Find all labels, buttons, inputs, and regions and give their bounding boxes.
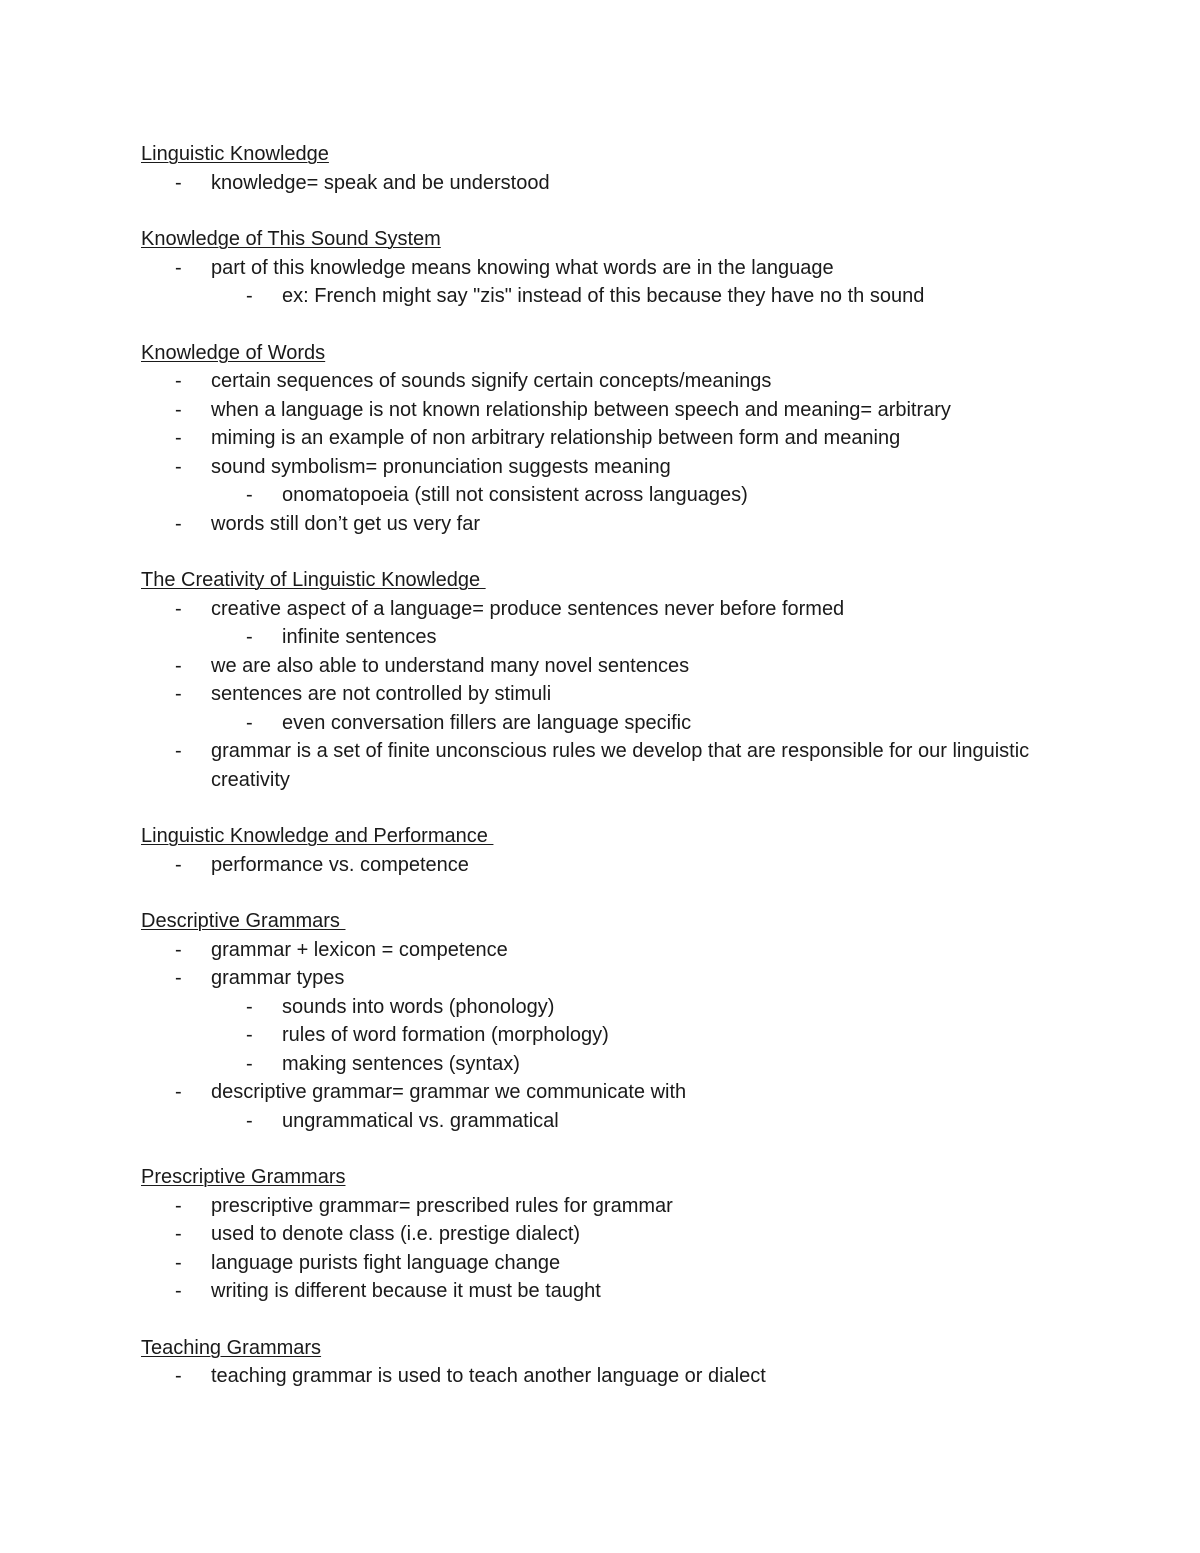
bullet-text: language purists fight language change (211, 1251, 561, 1274)
dash-bullet-icon: - (175, 455, 182, 478)
bullet-text: teaching grammar is used to teach another language or dialect (211, 1365, 766, 1387)
bullet-text: writing is different because it must be taught (211, 1280, 601, 1302)
dash-bullet-icon: - (175, 398, 182, 421)
dash-bullet-icon: - (175, 853, 182, 876)
dash-bullet-icon: - (175, 1251, 182, 1274)
bullet-text: rules of word formation (morphology) (282, 1024, 609, 1046)
bullet-text: prescriptive grammar= prescribed rules for grammar (211, 1194, 673, 1217)
notes-section (141, 339, 1041, 539)
dash-bullet-icon: - (246, 1052, 253, 1075)
bullet-text: part of this knowledge means knowing what words are in the language (211, 256, 834, 279)
bullet-item (141, 964, 1041, 993)
dash-bullet-icon: - (175, 654, 182, 677)
sub-bullet-item (141, 623, 1041, 652)
section-heading: Prescriptive Grammars (141, 1166, 346, 1188)
sub-bullet-item (141, 282, 1041, 311)
bullet-text: performance vs. competence (211, 853, 469, 876)
bullet-item (141, 652, 1041, 681)
section-heading: Linguistic Knowledge (141, 143, 329, 165)
dash-bullet-icon: - (175, 370, 182, 392)
dash-bullet-icon: - (175, 938, 182, 961)
bullet-item (141, 254, 1041, 283)
notes-section (141, 225, 1041, 311)
bullet-text: creative aspect of a language= produce sentences never before formed (211, 597, 845, 620)
section-heading: Teaching Grammars (141, 1336, 322, 1359)
dash-bullet-icon: - (246, 1024, 253, 1046)
notes-section (141, 140, 1041, 197)
bullet-item (141, 1192, 1041, 1221)
bullet-item (141, 453, 1041, 482)
bullet-text: words still don’t get us very far (211, 512, 480, 535)
dash-bullet-icon: - (175, 1194, 182, 1217)
bullet-item (141, 1220, 1041, 1249)
notes-section (141, 822, 1041, 879)
bullet-item (141, 367, 1041, 396)
dash-bullet-icon: - (175, 427, 182, 449)
section-heading: Knowledge of This Sound System (141, 228, 441, 250)
bullet-item (141, 595, 1041, 624)
bullet-item (141, 737, 1041, 794)
section-heading: The Creativity of Linguistic Knowledge (141, 569, 486, 591)
dash-bullet-icon: - (175, 1223, 182, 1245)
dash-bullet-icon: - (175, 683, 182, 705)
bullet-text: sounds into words (phonology) (282, 995, 555, 1018)
bullet-item (141, 510, 1041, 539)
sub-bullet-item (141, 993, 1041, 1022)
bullet-text: certain sequences of sounds signify certain concepts/meanings (211, 370, 772, 392)
sub-bullet-item (141, 1107, 1041, 1136)
notes-section (141, 566, 1041, 794)
sub-bullet-item (141, 1021, 1041, 1050)
bullet-text: onomatopoeia (still not consistent across languages) (282, 484, 748, 506)
bullet-item (141, 1249, 1041, 1278)
bullet-text: descriptive grammar= grammar we communicate with (211, 1081, 687, 1103)
bullet-text: grammar types (211, 967, 345, 989)
bullet-text: infinite sentences (282, 626, 437, 648)
bullet-item (141, 1078, 1041, 1107)
section-heading: Knowledge of Words (141, 341, 326, 364)
bullet-item (141, 851, 1041, 880)
bullet-text: grammar + lexicon = competence (211, 938, 508, 961)
bullet-item (141, 169, 1041, 198)
dash-bullet-icon: - (175, 1280, 182, 1302)
dash-bullet-icon: - (175, 597, 182, 620)
dash-bullet-icon: - (246, 1109, 253, 1132)
bullet-text: when a language is not known relationship between speech and meaning= arbitrary (211, 398, 951, 421)
dash-bullet-icon: - (175, 1081, 182, 1103)
dash-bullet-icon: - (175, 967, 182, 989)
sub-bullet-item (141, 481, 1041, 510)
sub-bullet-item (141, 709, 1041, 738)
notes-section (141, 907, 1041, 1135)
dash-bullet-icon: - (246, 995, 253, 1018)
dash-bullet-icon: - (246, 484, 253, 506)
bullet-item (141, 396, 1041, 425)
bullet-item (141, 424, 1041, 453)
bullet-text: making sentences (syntax) (282, 1052, 520, 1075)
bullet-text: miming is an example of non arbitrary relationship between form and meaning (211, 427, 901, 449)
dash-bullet-icon: - (246, 626, 253, 648)
dash-bullet-icon: - (246, 711, 253, 734)
bullet-text: we are also able to understand many novel sentences (211, 654, 690, 677)
bullet-item (141, 1277, 1041, 1306)
dash-bullet-icon: - (175, 256, 182, 279)
bullet-item (141, 936, 1041, 965)
notes-section (141, 1334, 1041, 1391)
bullet-text: even conversation fillers are language specific (282, 711, 692, 734)
bullet-text: grammar is a set of finite unconscious rules we develop that are responsible for our linguistic creativity (211, 740, 1030, 791)
sub-bullet-item (141, 1050, 1041, 1079)
bullet-text: sentences are not controlled by stimuli (211, 683, 552, 705)
bullet-text: used to denote class (i.e. prestige dialect) (211, 1223, 581, 1245)
bullet-text: knowledge= speak and be understood (211, 171, 550, 194)
dash-bullet-icon: - (246, 285, 253, 307)
bullet-item (141, 1362, 1041, 1391)
dash-bullet-icon: - (175, 171, 182, 194)
dash-bullet-icon: - (175, 740, 182, 762)
bullet-text: ex: French might say "zis" instead of this because they have no th sound (282, 285, 925, 307)
notes-section (141, 1163, 1041, 1306)
dash-bullet-icon: - (175, 512, 182, 535)
section-heading: Descriptive Grammars (141, 910, 346, 932)
bullet-item (141, 680, 1041, 709)
dash-bullet-icon: - (175, 1365, 182, 1387)
document-page (141, 140, 1041, 1419)
bullet-text: sound symbolism= pronunciation suggests meaning (211, 455, 671, 478)
bullet-text: ungrammatical vs. grammatical (282, 1109, 559, 1132)
section-heading: Linguistic Knowledge and Performance (141, 825, 494, 847)
